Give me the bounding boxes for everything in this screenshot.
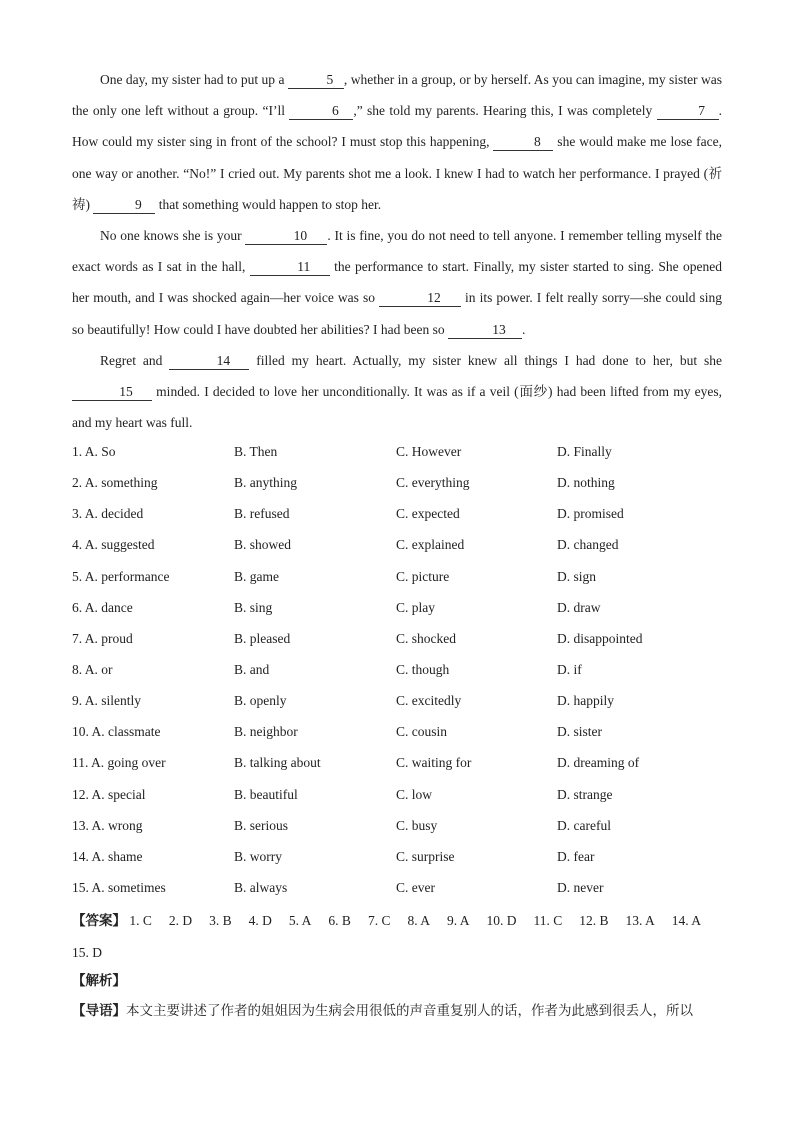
text: the performance to start. Finally, my sister started to sing. She opened her mouth, and I was shocked again—her voice was so xyxy=(72,259,722,306)
option-row xyxy=(72,747,732,778)
option-c: C. busy xyxy=(396,817,438,833)
option-a: 4. A. suggested xyxy=(72,537,155,553)
answer-item: 7. C xyxy=(367,913,391,928)
option-c: C. However xyxy=(396,444,462,459)
option-row xyxy=(72,561,732,592)
analysis-label: 【解析】 xyxy=(72,973,126,989)
text: . xyxy=(522,321,526,337)
answer-item: 15. D xyxy=(72,945,102,960)
option-d: D. sister xyxy=(557,724,602,740)
blank-8: 8 xyxy=(493,134,553,151)
blank-15: 15 xyxy=(72,384,152,401)
option-a: 7. A. proud xyxy=(72,630,133,646)
option-d: D. promised xyxy=(557,506,624,522)
option-c: C. ever xyxy=(396,879,435,895)
passage-paragraph-3 xyxy=(72,345,722,439)
text: filled my heart. Actually, my sister knew all things I had done to her, but she xyxy=(249,352,722,368)
option-row xyxy=(72,685,732,716)
option-d: D. changed xyxy=(557,537,619,553)
option-a: 13. A. wrong xyxy=(72,817,143,833)
option-a: 14. A. shame xyxy=(72,848,143,864)
blank-5: 5 xyxy=(288,72,344,89)
option-c: C. waiting for xyxy=(396,755,472,771)
answer-item: 14. A xyxy=(671,913,702,928)
answer-options xyxy=(72,436,732,903)
guide-text: 本文主要讲述了作者的姐姐因为生病会用很低的声音重复别人的话，作者为此感到很丢人，所以 xyxy=(126,1003,693,1019)
answer-item: 12. B xyxy=(579,913,609,928)
option-row xyxy=(72,436,732,467)
option-a: 10. A. classmate xyxy=(72,724,161,740)
option-a: 8. A. or xyxy=(72,661,113,677)
option-row xyxy=(72,841,732,872)
text: No one knows she is your xyxy=(100,228,246,244)
option-a: 11. A. going over xyxy=(72,755,166,771)
option-d: D. disappointed xyxy=(557,630,643,646)
option-d: D. careful xyxy=(557,817,611,833)
guide-label: 【导语】 xyxy=(72,1003,126,1019)
blank-10: 10 xyxy=(245,228,327,245)
option-row xyxy=(72,498,732,529)
option-a: 15. A. sometimes xyxy=(72,879,166,895)
passage-paragraph-1 xyxy=(72,64,722,220)
answer-item: 2. D xyxy=(168,913,193,928)
option-b: B. always xyxy=(234,879,288,895)
option-row xyxy=(72,872,732,903)
option-d: D. nothing xyxy=(557,475,615,491)
option-a: 3. A. decided xyxy=(72,506,144,522)
option-d: D. sign xyxy=(557,568,597,584)
option-row xyxy=(72,529,732,560)
answer-item: 10. D xyxy=(486,913,517,928)
option-b: B. talking about xyxy=(234,755,321,771)
option-b: B. worry xyxy=(234,848,282,864)
text: in its power. I felt really sorry—she could sing so beautifully! How could I have doubted her abilities? I had been so xyxy=(72,290,722,337)
option-d: D. fear xyxy=(557,848,595,864)
answer-item: 6. B xyxy=(328,913,351,928)
text: , whether in a group, or by herself. As you can imagine, my sister was the only one left without a group. “I’ll xyxy=(72,72,722,119)
text: minded. I decided to love her unconditionally. It was as if a veil (面纱) had been lifted from my eyes, and my heart was full. xyxy=(72,384,722,431)
guide-paragraph xyxy=(72,998,732,1024)
answer-key xyxy=(72,905,722,968)
option-a: 12. A. special xyxy=(72,786,146,802)
option-d: D. never xyxy=(557,879,604,895)
blank-11: 11 xyxy=(250,259,330,276)
option-c: C. everything xyxy=(396,475,470,491)
option-c: C. play xyxy=(396,599,435,615)
option-d: D. strange xyxy=(557,786,613,802)
option-c: C. excitedly xyxy=(396,693,462,709)
text: One day, my sister had to put up a xyxy=(100,72,288,87)
text: . How could my sister sing in front of the school? I must stop this happening, xyxy=(72,103,722,150)
option-a: 5. A. performance xyxy=(72,568,170,584)
option-b: B. showed xyxy=(234,537,291,553)
option-row xyxy=(72,716,732,747)
blank-7: 7 xyxy=(657,103,719,120)
text: she would make me lose face, one way or another. “No!” I cried out. My parents shot me a look. I knew I had to watch her performance. I prayed (祈祷) xyxy=(72,134,722,212)
option-b: B. Then xyxy=(234,444,278,459)
option-a: 9. A. silently xyxy=(72,693,142,709)
option-b: B. game xyxy=(234,568,279,584)
option-row xyxy=(72,592,732,623)
passage-paragraph-2 xyxy=(72,220,722,345)
text: . It is fine, you do not need to tell anyone. I remember telling myself the exact words as I sat in the hall, xyxy=(72,228,722,275)
answer-item: 4. D xyxy=(248,913,272,928)
option-c: C. picture xyxy=(396,568,450,584)
option-b: B. beautiful xyxy=(234,786,298,802)
answer-item: 13. A xyxy=(625,913,655,928)
option-b: B. sing xyxy=(234,599,273,615)
option-b: B. anything xyxy=(234,475,297,491)
text: ,” she told my parents. Hearing this, I was completely xyxy=(353,103,657,119)
answer-label: 【答案】 xyxy=(72,913,126,929)
text: Regret and xyxy=(100,352,170,368)
blank-14: 14 xyxy=(169,353,249,370)
option-a: 6. A. dance xyxy=(72,599,133,615)
option-row xyxy=(72,810,732,841)
blank-13: 13 xyxy=(448,322,522,339)
option-b: B. serious xyxy=(234,817,288,833)
option-d: D. happily xyxy=(557,693,614,709)
answer-item: 3. B xyxy=(209,913,232,928)
blank-9: 9 xyxy=(93,197,155,214)
option-b: B. and xyxy=(234,661,270,677)
option-c: C. though xyxy=(396,661,450,677)
option-a: 2. A. something xyxy=(72,475,158,491)
option-c: C. expected xyxy=(396,506,460,522)
analysis-heading xyxy=(72,968,126,994)
option-c: C. explained xyxy=(396,537,465,553)
answer-list xyxy=(72,913,718,960)
option-row xyxy=(72,779,732,810)
option-row xyxy=(72,623,732,654)
option-d: D. Finally xyxy=(557,444,612,459)
option-b: B. refused xyxy=(234,506,290,522)
answer-item: 8. A xyxy=(407,913,430,928)
option-d: D. dreaming of xyxy=(557,755,640,771)
option-b: B. neighbor xyxy=(234,724,298,740)
option-c: C. surprise xyxy=(396,848,455,864)
option-c: C. low xyxy=(396,786,433,802)
option-b: B. pleased xyxy=(234,630,291,646)
answer-item: 9. A xyxy=(446,913,470,928)
cloze-passage xyxy=(72,64,722,438)
blank-12: 12 xyxy=(379,290,461,307)
option-b: B. openly xyxy=(234,693,287,709)
answer-item: 11. C xyxy=(533,913,563,928)
option-d: D. draw xyxy=(557,599,601,615)
option-row xyxy=(72,654,732,685)
answer-item: 1. C xyxy=(129,913,152,928)
text: that something would happen to stop her. xyxy=(155,196,382,212)
option-a: 1. A. So xyxy=(72,444,116,459)
option-d: D. if xyxy=(557,661,582,677)
option-row xyxy=(72,467,732,498)
blank-6: 6 xyxy=(289,103,353,120)
option-c: C. shocked xyxy=(396,630,456,646)
option-c: C. cousin xyxy=(396,724,448,740)
answer-item: 5. A xyxy=(288,913,312,928)
